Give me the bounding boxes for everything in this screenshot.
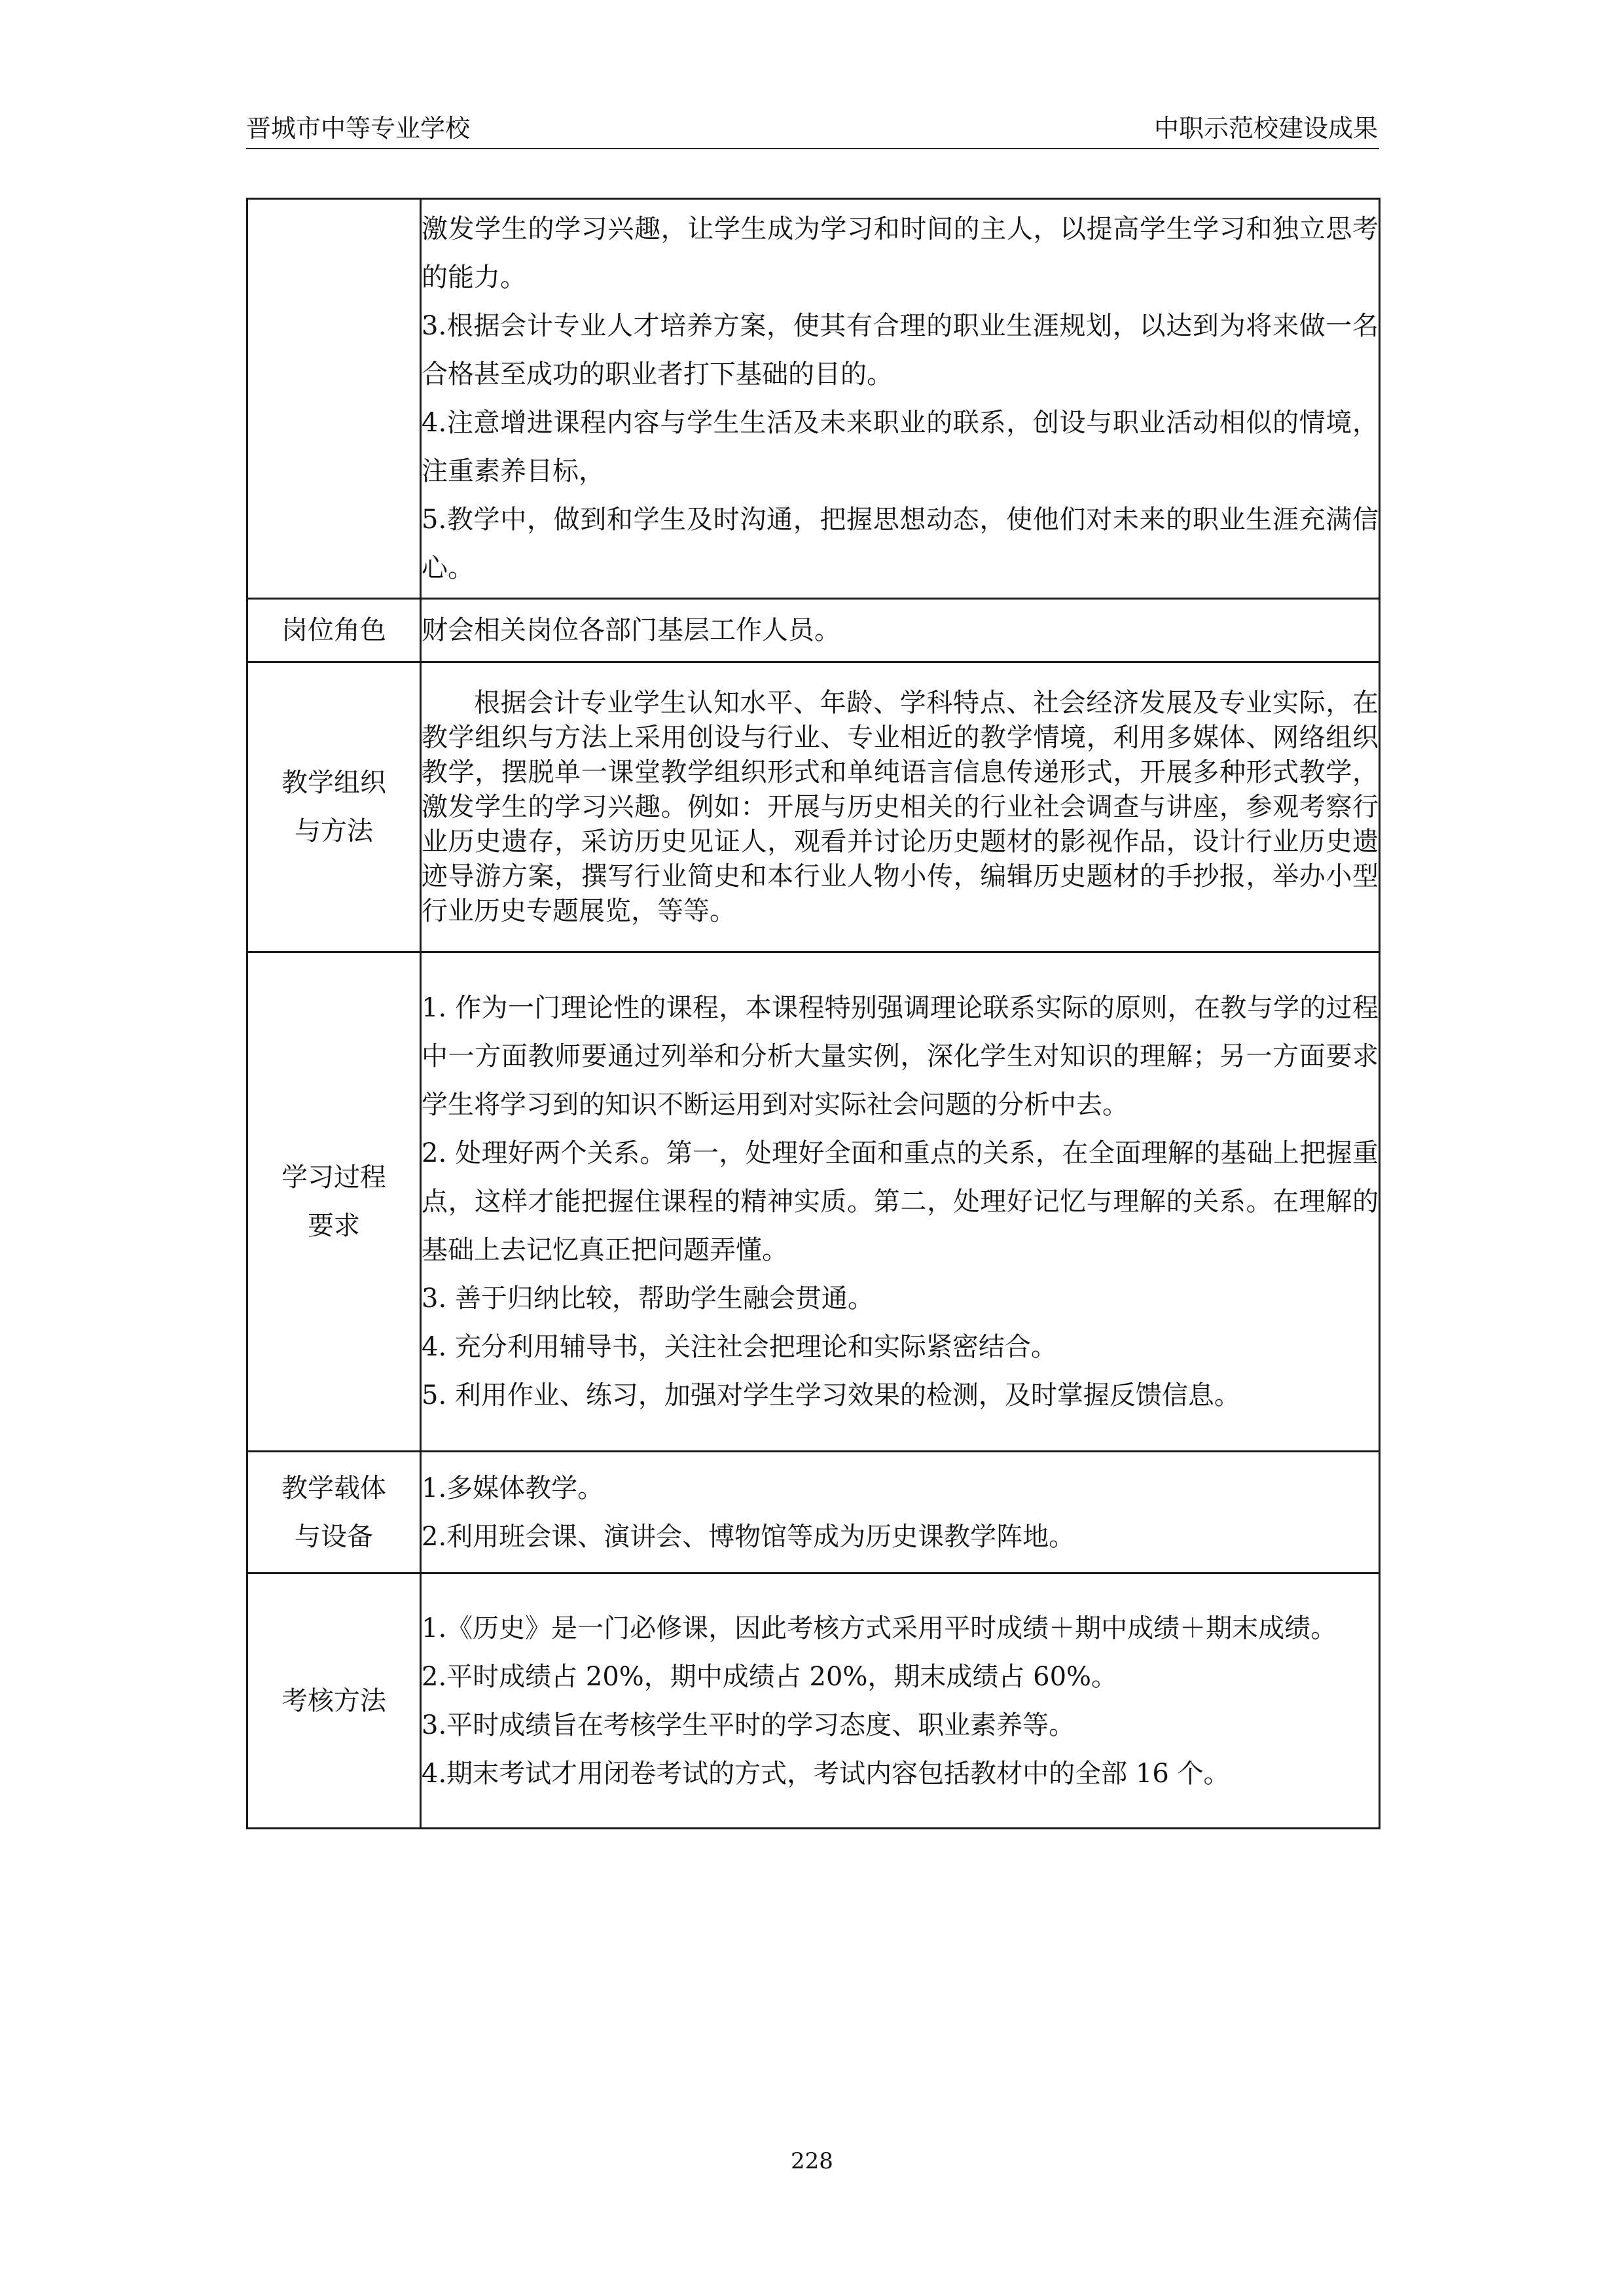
paragraph: 2.利用班会课、演讲会、博物馆等成为历史课教学阵地。 [422, 1521, 1075, 1552]
course-info-table [246, 198, 1380, 1829]
paragraph: 4.注意增进课程内容与学生生活及未来职业的联系，创设与职业活动相似的情境，注重素养目标， [422, 408, 1379, 486]
label-line: 与设备 [295, 1521, 373, 1552]
table-row-teaching-method [247, 662, 1380, 952]
table-row-learning-requirements [247, 952, 1380, 1452]
paragraph: 1.多媒体教学。 [422, 1473, 604, 1503]
label-line: 考核方法 [281, 1685, 386, 1716]
paragraph: 根据会计专业学生认知水平、年龄、学科特点、社会经济发展及专业实际，在教学组织与方法上采用创设与行业、专业相近的教学情境，利用多媒体、网络组织教学，摆脱单一课堂教学组织形式和单纯语言信息传递形式，开展多种形式教学，激发学生的学习兴趣。例如：开展与历史相关的行业社会调查与讲座，参观考察行业历史遗存，采访历史见证人，观看并讨论历史题材的影视作品，设计行业历史遗迹导游方案，撰写行业简史和本行业人物小传，编辑历史题材的手抄报，举办小型行业历史专题展览，等等。 [422, 687, 1379, 926]
paragraph: 财会相关岗位各部门基层工作人员。 [422, 615, 840, 645]
row-label-learning-requirements [247, 952, 421, 1452]
row-content-teaching-media [421, 1452, 1380, 1573]
paragraph: 激发学生的学习兴趣，让学生成为学习和时间的主人，以提高学生学习和独立思考的能力。 [422, 214, 1379, 293]
paragraph: 2. 处理好两个关系。第一，处理好全面和重点的关系，在全面理解的基础上把握重点，这样才能把握住课程的精神实质。第二，处理好记忆与理解的关系。在理解的基础上去记忆真正把问题弄懂。 [422, 1138, 1379, 1265]
paragraph: 1. 作为一门理论性的课程，本课程特别强调理论联系实际的原则，在教与学的过程中一方面教师要通过列举和分析大量实例，深化学生对知识的理解；另一方面要求学生将学习到的知识不断运用到对实际社会问题的分析中去。 [422, 993, 1379, 1120]
label-line: 教学组织 [281, 768, 386, 798]
row-content-learning-requirements [421, 952, 1380, 1452]
row-content-assessment [421, 1573, 1380, 1829]
table-row-teaching-media [247, 1452, 1380, 1573]
header-document-title: 中职示范校建设成果 [1153, 114, 1378, 143]
row-label-empty [247, 199, 421, 599]
paragraph: 3. 善于归纳比较，帮助学生融会贯通。 [422, 1283, 874, 1314]
table-row-job-role [247, 599, 1380, 662]
paragraph: 3.平时成绩旨在考核学生平时的学习态度、职业素养等。 [422, 1710, 1075, 1740]
table-row-assessment [247, 1573, 1380, 1829]
paragraph: 5.教学中，做到和学生及时沟通，把握思想动态，使他们对未来的职业生涯充满信心。 [422, 505, 1379, 583]
row-label-assessment [247, 1573, 421, 1829]
table-row-continuation [247, 199, 1380, 599]
page-number: 228 [791, 2148, 833, 2174]
row-content-job-role [421, 599, 1380, 662]
label-line: 与方法 [295, 816, 373, 846]
label-line: 要求 [308, 1211, 360, 1241]
paragraph: 4.期末考试才用闭卷考试的方式，考试内容包括教材中的全部 16 个。 [422, 1758, 1230, 1789]
label-line: 教学载体 [281, 1473, 386, 1503]
paragraph: 4. 充分利用辅导书，关注社会把理论和实际紧密结合。 [422, 1332, 1057, 1362]
row-label-teaching-method [247, 662, 421, 952]
row-content-continuation [421, 199, 1380, 599]
row-content-teaching-method [421, 662, 1380, 952]
label-line: 学习过程 [281, 1162, 386, 1193]
header-school-name: 晋城市中等专业学校 [246, 114, 471, 143]
row-label-job-role [247, 599, 421, 662]
row-label-teaching-media [247, 1452, 421, 1573]
label-line: 岗位角色 [281, 615, 386, 645]
paragraph: 2.平时成绩占 20%，期中成绩占 20%，期末成绩占 60%。 [422, 1661, 1118, 1692]
paragraph: 5. 利用作业、练习，加强对学生学习效果的检测，及时掌握反馈信息。 [422, 1380, 1240, 1410]
header-divider [246, 148, 1379, 149]
paragraph: 3.根据会计专业人才培养方案，使其有合理的职业生涯规划，以达到为将来做一名合格甚至成功的职业者打下基础的目的。 [422, 311, 1379, 389]
paragraph: 1.《历史》是一门必修课，因此考核方式采用平时成绩＋期中成绩＋期末成绩。 [422, 1613, 1337, 1643]
